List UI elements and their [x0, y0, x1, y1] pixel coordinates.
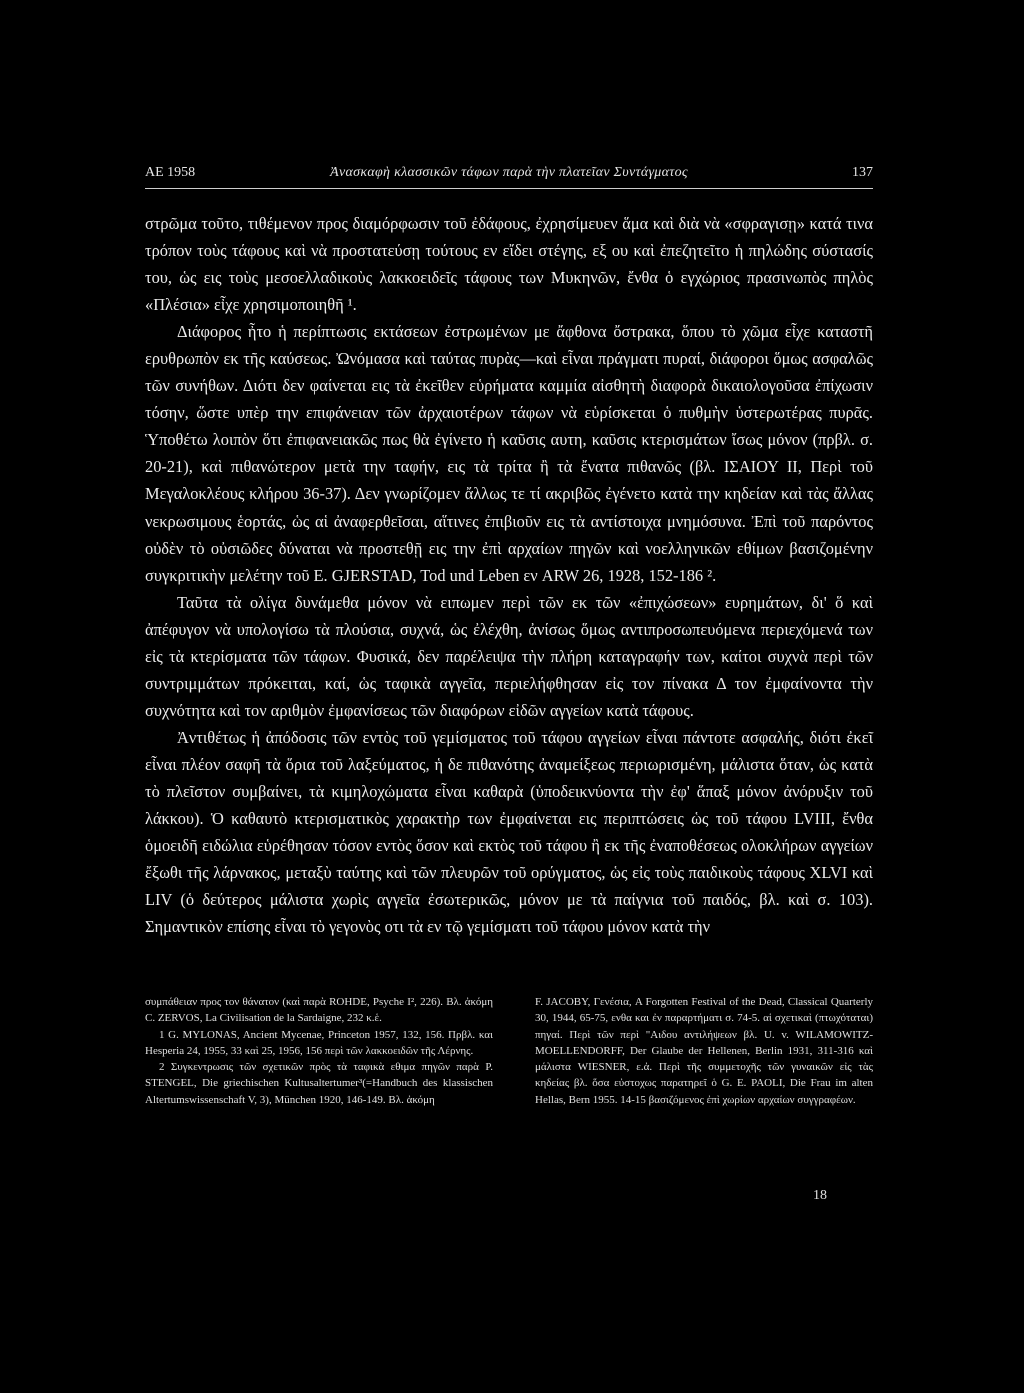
- footnote-continuation: συμπάθειαν προς τον θάνατον (καὶ παρὰ ROHDE, Psyche I², 226). Βλ. ἀκόμη C. ZERVOS, La Civilisation de la Sardaigne, 232 κ.ἑ.: [145, 996, 493, 1025]
- signature-number: 18: [813, 1188, 827, 1203]
- footnotes-left-column: [145, 994, 493, 1108]
- footnote-2: 2 Συγκεντρωσις τῶν σχετικῶν πρὸς τὰ ταφικὰ εθιμα πηγῶν παρὰ P. STENGEL, Die griechischen Kultusaltertumer³(=Handbuch des klassischen Altertumswissenschaft V, 3), München 1920, 146-149. Βλ. ἀκόμη: [145, 1061, 493, 1106]
- paragraph-4: Ἀντιθέτως ἡ ἀπόδοσις τῶν εντὸς τοῦ γεμίσματος τοῦ τάφου αγγείων εἶναι πάντοτε ασφαλής, διότι ἐκεῖ εἶναι πλέον σαφῆ τὰ ὅρια τοῦ λαξεύματος, ἡ δε πιθανότης ἀναμείξεως περιωρισμένη, μάλιστα ὅταν, ὡς κατὰ τὸ πλεῖστον συμβαίνει, τὰ κιμηλοχώματα εἶναι καθαρὰ (ὑποδεικνύοντα τὴν ἐφ' ἅπαξ μόνον ἀνόρυξιν τοῦ λάκκου). Ὁ καθαυτὸ κτερισματικὸς χαρακτὴρ των ἐμφαίνεται εις περιπτώσεις ὡς τοῦ τάφου LVIII, ἔνθα ὁμοειδῆ ειδώλια εὑρέθησαν τόσον εντὸς ὅσον καὶ εκτὸς τοῦ τάφου ἢ εκ τῆς ἐναποθέσεως ολοκλήρων αγγείων ἔξωθι τῆς λάρνακος, μεταξὺ ταύτης καὶ τῶν πλευρῶν τοῦ ορύγματος, ὡς εἰς τοὺς παιδικοὺς τάφους XLVI καὶ LIV (ὁ δεύτερος μάλιστα χωρὶς αγγεῖα ἐσωτερικῶς, μόνον με τὰ παίγνια τοῦ παιδός, βλ. καὶ σ. 103). Σημαντικὸν επίσης εἶναι τὸ γεγονὸς οτι τὰ εν τῷ γεμίσματι τοῦ τάφου μόνον κατὰ τὴν: [145, 727, 873, 937]
- footnotes-right-column: [535, 994, 873, 1108]
- footnote-2-continuation: F. JACOBY, Γενέσια, A Forgotten Festival of the Dead, Classical Quarterly 30, 1944, 65-75, ενθα και ἐν παραρτήματι σ. 74-5. αἱ σχετικαὶ (πτωχόταται) πηγαί. Περὶ τῶν περὶ "Αιδου αντιλήψεων βλ. U. v. WILAMOWITZ-MOELLENDORFF, Der Glaube der Hellenen, Berlin 1931, 311-316 καὶ μάλιστα WIESNER, ε.ἀ. Περὶ τῆς συμμετοχῆς τῶν γυναικῶν εἰς τὰς κηδείας βλ. ὅσα εὐστοχως παρατηρεῖ ὁ G. E. PAOLI, Die Frau im alten Hellas, Bern 1955. 14-15 βασιζόμενος ἐπὶ χωρίων αρχαίων συγγραφέων.: [535, 996, 873, 1106]
- main-text: [145, 210, 873, 940]
- page-number: 137: [852, 165, 873, 180]
- footnote-1: 1 G. MYLONAS, Ancient Mycenae, Princeton 1957, 132, 156. Πρβλ. και Hesperia 24, 1955, 33 καὶ 25, 1956, 156 περὶ τῶν λακκοειδῶν τῆς Λέρνης.: [145, 1028, 493, 1057]
- paragraph-3: Ταῦτα τὰ ολίγα δυνάμεθα μόνον νὰ ειπωμεν περὶ τῶν εκ τῶν «ἐπιχώσεων» ευρημάτων, δι' ὅ καὶ ἀπέφυγον νὰ υπολογίσω τὰ πλούσια, συχνά, ὡς ἐλέχθη, ἀνίσως ὅμως αντιπροσωπευόμενα περιεχόμενά των εἰς τὰ κτερίσματα τῶν τάφων. Φυσικά, δεν παρέλειψα τὴν πλήρη καταγραφήν των, καίτοι συχνὰ περὶ τῶν συντριμμάτων πρόκειται, καί, ὡς ταφικὰ αγγεῖα, περιελήφθησαν εἰς τον πίνακα Δ τον ἐμφαίνοντα τὴν συχνότητα καὶ τον αριθμὸν ἐμφανίσεως τῶν διαφόρων εἰδῶν αγγείων κατὰ τάφους.: [145, 592, 873, 720]
- running-title: Ἀνασκαφὴ κλασσικῶν τάφων παρὰ τὴν πλατεῖαν Συντάγματος: [330, 165, 688, 180]
- running-header: [145, 165, 873, 189]
- journal-abbreviation: ΑΕ 1958: [145, 165, 196, 180]
- paragraph-2: Διάφορος ἦτο ἡ περίπτωσις εκτάσεων ἐστρωμένων με ἄφθονα ὄστρακα, ὅπου τὸ χῶμα εἶχε καταστῆ ερυθρωπὸν εκ τῆς καύσεως. Ὠνόμασα καὶ ταύτας πυρὰς—καὶ εἶναι πράγματι πυραί, διάφοροι ὅμως ασφαλῶς τῶν συνήθων. Διότι δεν φαίνεται εις τὰ ἐκεῖθεν εὑρήματα καμμία αἰσθητὴ διαφορὰ δικαιολογοῦσα ἐπίχωσιν τόσην, ὥστε υπὲρ την επιφάνειαν τῶν ἀρχαιοτέρων τάφων νὰ εὑρίσκεται ὁ πυθμὴν ὑστερωτέρας πυρᾶς. Ὑποθέτω λοιπὸν ὅτι ἐπιφανειακῶς πως θὰ ἐγίνετο ἡ καῦσις αυτη, καῦσις κτερισμάτων ἴσως μόνον (πρβλ. σ. 20-21), καὶ πιθανώτερον μετὰ την ταφήν, εις τὰ τρίτα ἢ τὰ ἔνατα πιθανῶς (βλ. ΙΣΑΙΟΥ ΙΙ, Περὶ τοῦ Μεγαλοκλέους κλήρου 36-37). Δεν γνωρίζομεν ἄλλως τε τί ακριβῶς ἐγένετο κατὰ την κηδείαν καὶ τὰς ἄλλας νεκρωσιμους ἑορτάς, ὡς αἱ ἀναφερθεῖσαι, αἵτινες ἐπιβιοῦν εις τὰ αντίστοιχα μνημόσυνα. Ἐπὶ τοῦ παρόντος οὐδὲν τὸ οὐσιῶδες δύναται νὰ προστεθῇ εις την ἐπὶ αρχαίων πηγῶν καὶ νοελληνικῶν εθίμων βασιζομένην συγκριτικὴν μελέτην τοῦ E. GJERSTAD, Tod und Leben εν ARW 26, 1928, 152-186 ².: [145, 322, 873, 585]
- header-rule: [145, 188, 873, 189]
- paragraph-1: στρῶμα τοῦτο, τιθέμενον προς διαμόρφωσιν τοῦ ἐδάφους, ἐχρησίμευεν ἅμα καὶ διὰ νὰ «σφραγισῃ» κατά τινα τρόπον τοὺς τάφους καὶ νὰ προστατεύσῃ τούτους εν εἴδει στέγης, εξ ου καὶ ἐπεζητεῖτο ἡ πηλώδης σύστασίς του, ὡς εις τοὺς μεσοελλαδικοὺς λακκοειδεῖς τάφους των Μυκηνῶν, ἔνθα ὁ εγχώριος πρασινωπὸς πηλὸς «Πλέσια» εἶχε χρησιμοποιηθῆ ¹.: [145, 214, 873, 315]
